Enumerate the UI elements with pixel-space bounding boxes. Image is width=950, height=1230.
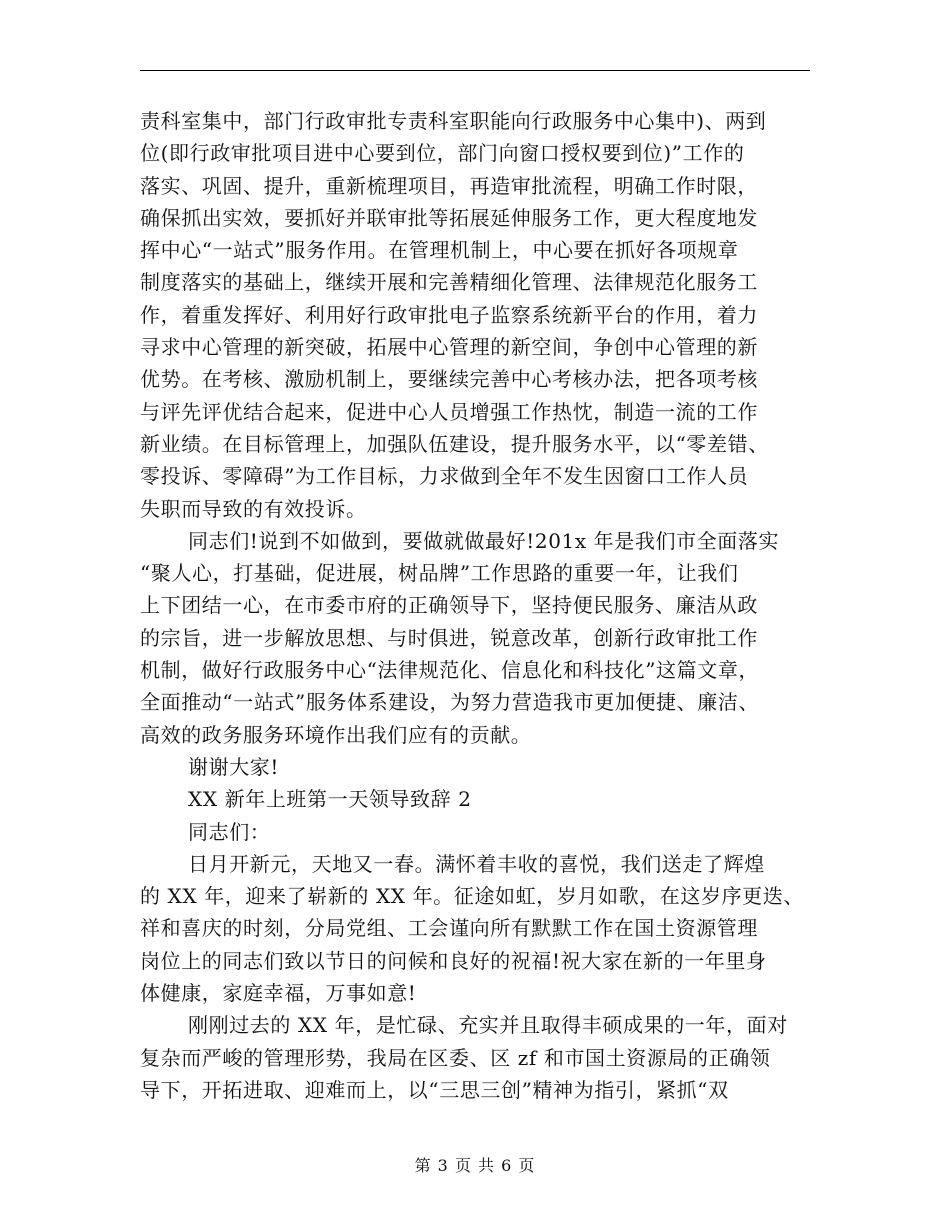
text-line: 同志们： (188, 819, 271, 844)
text-line: 的宗旨，进一步解放思想、与时俱进，锐意改革，创新行政审批工作 (140, 625, 758, 650)
text-line: 全面推动“一站式”服务体系建设，为努力营造我市更加便捷、廉洁、 (140, 690, 760, 715)
text-line: XX 新年上班第一天领导致辞 2 (188, 787, 472, 812)
paragraph (140, 105, 830, 525)
paragraph (140, 751, 830, 783)
text-line: 祥和喜庆的时刻，分局党组、工会谨向所有默默工作在国土资源管理 (140, 916, 758, 941)
text-line: 谢谢大家! (188, 754, 280, 779)
text-line: 确保抓出实效，要抓好并联审批等拓展延伸服务工作，更大程度地发 (140, 205, 758, 230)
text-line: 复杂而严峻的管理形势，我局在区委、区 zf 和市国土资源局的正确领 (140, 1045, 771, 1070)
text-line: 导下，开拓进取、迎难而上，以“三思三创”精神为指引，紧抓“双 (140, 1077, 729, 1102)
text-line: 零投诉、零障碍”为工作目标，力求做到全年不发生因窗口工作人员 (140, 464, 749, 489)
text-line: 同志们!说到不如做到，要做就做最好!201x 年是我们市全面落实 (188, 528, 780, 553)
text-line: 机制，做好行政服务中心“法律规范化、信息化和科技化”这篇文章， (140, 658, 760, 683)
page-footer: 第 3 页 共 6 页 (414, 1156, 536, 1175)
header-rule (140, 70, 810, 71)
text-line: 上下团结一心，在市委市府的正确领导下，坚持便民服务、廉洁从政 (140, 593, 758, 618)
paragraph (140, 783, 830, 815)
text-line: 挥中心“一站式”服务作用。在管理机制上，中心要在抓好各项规章 (140, 238, 739, 263)
text-line: 责科室集中，部门行政审批专责科室职能向行政服务中心集中)、两到 (140, 109, 767, 133)
text-line: 岗位上的同志们致以节日的问候和良好的祝福!祝大家在新的一年里身 (140, 948, 767, 973)
paragraph (140, 525, 830, 751)
paragraph (140, 848, 830, 1009)
text-line: 高效的政务服务环境作出我们应有的贡献。 (140, 722, 532, 747)
text-line: 新业绩。在目标管理上，加强队伍建设，提升服务水平，以“零差错、 (140, 431, 769, 456)
text-line: 刚刚过去的 XX 年，是忙碌、充实并且取得丰硕成果的一年，面对 (188, 1013, 788, 1038)
text-line: 寻求中心管理的新突破，拓展中心管理的新空间，争创中心管理的新 (140, 335, 758, 360)
text-line: 体健康，家庭幸福，万事如意! (140, 981, 417, 1006)
text-line: “聚人心，打基础，促进展，树品牌”工作思路的重要一年，让我们 (140, 561, 739, 586)
text-line: 日月开新元，天地又一春。满怀着丰收的喜悦，我们送走了辉煌 (188, 851, 765, 876)
text-line: 的 XX 年，迎来了崭新的 XX 年。征途如虹，岁月如歌，在这岁序更迭、 (140, 884, 804, 909)
paragraph (140, 1009, 830, 1106)
text-line: 失职而导致的有效投诉。 (140, 496, 367, 521)
document-body (140, 105, 830, 1106)
paragraph (140, 816, 830, 848)
text-line: 落实、巩固、提升，重新梳理项目，再造审批流程，明确工作时限， (140, 173, 758, 198)
text-line: 制度落实的基础上，继续开展和完善精细化管理、法律规范化服务工 (140, 270, 758, 295)
text-line: 优势。在考核、激励机制上，要继续完善中心考核办法，把各项考核 (140, 367, 758, 392)
text-line: 与评先评优结合起来，促进中心人员增强工作热忱，制造一流的工作 (140, 399, 758, 424)
text-line: 位(即行政审批项目进中心要到位，部门向窗口授权要到位)”工作的 (140, 141, 745, 166)
text-line: 作，着重发挥好、利用好行政审批电子监察系统新平台的作用，着力 (140, 302, 758, 327)
